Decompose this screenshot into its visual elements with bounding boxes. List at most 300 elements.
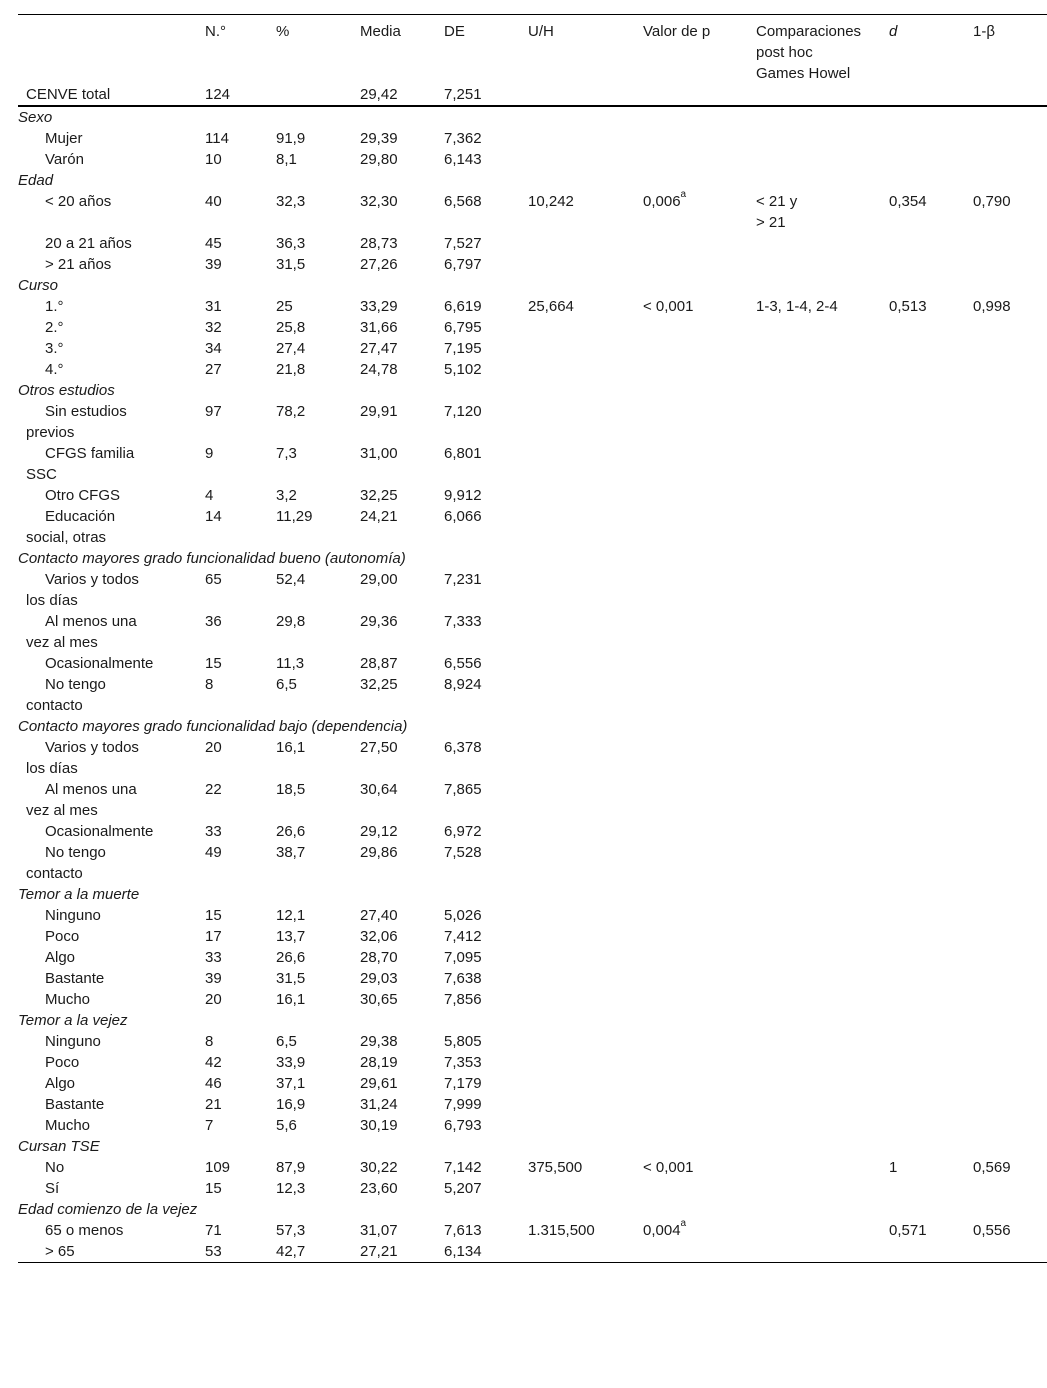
cell-media: 23,60 (360, 1180, 398, 1197)
cell-p (643, 1031, 756, 1052)
cell-pct: 31,5 (276, 970, 306, 987)
header-power: 1-β (973, 15, 1047, 85)
table-row (18, 506, 1047, 548)
header-label (18, 15, 205, 85)
posthoc-line: < 21 y (756, 193, 798, 210)
cell-n: 49 (205, 844, 222, 861)
cell-d (889, 569, 973, 611)
table-row (18, 485, 1047, 506)
header-row (18, 15, 1047, 85)
cell-pct: 18,5 (276, 781, 306, 798)
row-label-line: Ocasionalmente (45, 655, 154, 672)
cell-de: 6,801 (444, 445, 482, 462)
row-label (18, 653, 205, 674)
cell-posthoc (756, 1178, 889, 1199)
cell-media: 29,38 (360, 1033, 398, 1050)
cell-uh: 375,500 (528, 1159, 583, 1176)
cell-uh: 10,242 (528, 193, 574, 210)
cell-n: 27 (205, 361, 222, 378)
row-label (18, 1178, 205, 1199)
cell-d (889, 1052, 973, 1073)
table-row (18, 317, 1047, 338)
row-label (18, 926, 205, 947)
cell-de: 7,179 (444, 1075, 482, 1092)
cell-n: 14 (205, 508, 222, 525)
row-label (18, 737, 205, 779)
row-label-line: Mujer (45, 130, 83, 147)
row-label-line: Ocasionalmente (45, 823, 154, 840)
cell-power (973, 1052, 1047, 1073)
header-d: d (889, 15, 973, 85)
cell-power (973, 338, 1047, 359)
cell-power (973, 569, 1047, 611)
row-label (18, 359, 205, 380)
cell-d (889, 128, 973, 149)
row-label-line: los días (26, 592, 78, 609)
row-label (18, 1073, 205, 1094)
table-row (18, 401, 1047, 443)
cell-pct: 8,1 (276, 151, 297, 168)
header-posthoc-line: Comparaciones (756, 23, 862, 40)
cell-n: 33 (205, 949, 222, 966)
p-footnote-marker: a (680, 189, 687, 200)
cell-d (889, 653, 973, 674)
table-row (18, 569, 1047, 611)
cell-media: 32,25 (360, 487, 398, 504)
cell-p (643, 1220, 756, 1241)
cell-power (973, 1115, 1047, 1136)
cell-d (889, 1178, 973, 1199)
cell-uh (528, 947, 643, 968)
cell-power (973, 968, 1047, 989)
cell-posthoc (756, 1115, 889, 1136)
row-label-line: contacto (26, 865, 83, 882)
table-row (18, 968, 1047, 989)
cell-uh (528, 905, 643, 926)
cell-pct: 21,8 (276, 361, 306, 378)
cell-de: 6,568 (444, 193, 482, 210)
cell-power: 0,556 (973, 1222, 1011, 1239)
cell-posthoc (756, 1073, 889, 1094)
table-row (18, 611, 1047, 653)
cell-d (889, 821, 973, 842)
row-label (18, 1094, 205, 1115)
cell-n: 36 (205, 613, 222, 630)
cell-d (889, 149, 973, 170)
cell-de: 7,528 (444, 844, 482, 861)
category-title: Contacto mayores grado funcionalidad bajo (dependencia) (18, 718, 408, 735)
row-label-line: 2.° (45, 319, 64, 336)
category-row (18, 1136, 1047, 1157)
cell-posthoc (756, 443, 889, 485)
table-row (18, 905, 1047, 926)
cell-de: 6,134 (444, 1243, 482, 1260)
row-label (18, 485, 205, 506)
cell-posthoc (756, 569, 889, 611)
row-label-line: CFGS familia (45, 445, 135, 462)
cell-d (889, 1115, 973, 1136)
cell-media: 29,12 (360, 823, 398, 840)
cell-power (973, 401, 1047, 443)
cell-p (643, 128, 756, 149)
category-title: Edad comienzo de la vejez (18, 1201, 198, 1218)
cell-media: 27,47 (360, 340, 398, 357)
cell-d: 0,513 (889, 298, 927, 315)
cell-posthoc (756, 1094, 889, 1115)
cell-posthoc (756, 128, 889, 149)
cell-uh (528, 233, 643, 254)
table-row (18, 737, 1047, 779)
cell-pct: 26,6 (276, 949, 306, 966)
cell-posthoc (756, 842, 889, 884)
category-title: Curso (18, 277, 59, 294)
cell-uh (528, 338, 643, 359)
cell-de: 7,856 (444, 991, 482, 1008)
cell-power (973, 443, 1047, 485)
cell-posthoc (756, 401, 889, 443)
cell-n: 31 (205, 298, 222, 315)
cell-power (973, 1178, 1047, 1199)
cell-p (643, 968, 756, 989)
cell-uh (528, 317, 643, 338)
cell-power (973, 1031, 1047, 1052)
cell-uh (528, 569, 643, 611)
row-label (18, 191, 205, 233)
category-title: Otros estudios (18, 382, 115, 399)
table-row (18, 254, 1047, 275)
cell-uh (528, 254, 643, 275)
cell-posthoc (756, 317, 889, 338)
row-label-line: 65 o menos (45, 1222, 124, 1239)
total-media: 29,42 (360, 86, 398, 103)
cell-d (889, 1241, 973, 1263)
cell-pct: 11,29 (276, 508, 313, 525)
cell-n: 46 (205, 1075, 222, 1092)
row-label-line: No tengo (45, 844, 106, 861)
row-label-line: Varios y todos (45, 739, 139, 756)
cell-de: 6,619 (444, 298, 482, 315)
cell-uh (528, 1094, 643, 1115)
cell-media: 30,22 (360, 1159, 398, 1176)
cell-n: 7 (205, 1117, 214, 1134)
cell-pct: 32,3 (276, 193, 306, 210)
row-label-line: Bastante (45, 1096, 105, 1113)
cell-n: 53 (205, 1243, 222, 1260)
cell-d (889, 317, 973, 338)
cell-power (973, 359, 1047, 380)
cell-media: 31,24 (360, 1096, 398, 1113)
cell-media: 27,21 (360, 1243, 398, 1260)
cell-power (973, 737, 1047, 779)
cell-de: 5,026 (444, 907, 482, 924)
cell-uh (528, 1052, 643, 1073)
cell-posthoc (756, 947, 889, 968)
cell-pct: 16,9 (276, 1096, 306, 1113)
table-row (18, 842, 1047, 884)
row-label-line: No tengo (45, 676, 106, 693)
category-title: Contacto mayores grado funcionalidad bueno (autonomía) (18, 550, 406, 567)
cell-de: 7,362 (444, 130, 482, 147)
row-label (18, 1241, 205, 1263)
row-label-line: contacto (26, 697, 83, 714)
cell-posthoc (756, 905, 889, 926)
cell-pct: 16,1 (276, 991, 306, 1008)
cell-de: 5,207 (444, 1180, 482, 1197)
cell-posthoc (756, 674, 889, 716)
cell-p (643, 674, 756, 716)
row-label (18, 443, 205, 485)
cell-p (643, 905, 756, 926)
cell-d (889, 842, 973, 884)
row-label (18, 905, 205, 926)
cell-uh (528, 506, 643, 548)
cell-posthoc (756, 485, 889, 506)
category-row (18, 1199, 1047, 1220)
cell-d (889, 968, 973, 989)
cell-media: 29,39 (360, 130, 398, 147)
cell-d (889, 779, 973, 821)
cell-pct: 5,6 (276, 1117, 297, 1134)
cell-n: 15 (205, 1180, 222, 1197)
cell-media: 28,73 (360, 235, 398, 252)
cell-power (973, 674, 1047, 716)
total-n: 124 (205, 86, 231, 103)
row-label-line: Poco (45, 928, 80, 945)
cell-posthoc (756, 611, 889, 653)
row-label (18, 128, 205, 149)
cell-de: 7,231 (444, 571, 482, 588)
row-label-line: < 20 años (45, 193, 112, 210)
cell-n: 20 (205, 739, 222, 756)
header-posthoc-line: Games Howel (756, 65, 851, 82)
total-label: CENVE total (26, 86, 111, 103)
cell-p (643, 506, 756, 548)
cell-power (973, 1073, 1047, 1094)
cell-pct: 12,1 (276, 907, 306, 924)
cell-n: 109 (205, 1159, 231, 1176)
cell-media: 32,30 (360, 193, 398, 210)
row-label (18, 842, 205, 884)
cell-n: 21 (205, 1096, 222, 1113)
cell-power (973, 779, 1047, 821)
cell-d: 0,571 (889, 1222, 927, 1239)
table-row (18, 1052, 1047, 1073)
header-uh: U/H (528, 15, 643, 85)
cell-p (643, 842, 756, 884)
cell-posthoc (756, 254, 889, 275)
cell-d (889, 737, 973, 779)
cell-posthoc (756, 653, 889, 674)
row-label-line: Ninguno (45, 1033, 101, 1050)
row-label (18, 1052, 205, 1073)
cell-p (643, 191, 756, 233)
row-label-line: Al menos una (45, 613, 137, 630)
cell-uh: 25,664 (528, 298, 574, 315)
row-label-line: Sí (45, 1180, 60, 1197)
cell-power (973, 989, 1047, 1010)
cell-p (643, 1094, 756, 1115)
row-label-line: Educación (45, 508, 116, 525)
row-label (18, 1115, 205, 1136)
cell-power (973, 1241, 1047, 1263)
cell-media: 31,00 (360, 445, 398, 462)
cell-d (889, 1031, 973, 1052)
table-row (18, 779, 1047, 821)
cell-media: 28,19 (360, 1054, 398, 1071)
cell-pct: 13,7 (276, 928, 306, 945)
table-row (18, 1031, 1047, 1052)
cell-de: 6,556 (444, 655, 482, 672)
cell-de: 7,095 (444, 949, 482, 966)
cell-posthoc (756, 296, 889, 317)
cell-p (643, 401, 756, 443)
cell-d: 1 (889, 1159, 898, 1176)
posthoc-line: > 21 (756, 214, 786, 231)
cell-p (643, 359, 756, 380)
cell-d (889, 485, 973, 506)
header-p: Valor de p (643, 15, 756, 85)
cell-media: 29,00 (360, 571, 398, 588)
row-label (18, 611, 205, 653)
cell-d (889, 674, 973, 716)
cell-p (643, 989, 756, 1010)
p-value: < 0,001 (643, 298, 694, 315)
cell-de: 7,353 (444, 1054, 482, 1071)
row-label-line: vez al mes (26, 802, 98, 819)
cell-pct: 25 (276, 298, 293, 315)
cell-p (643, 1052, 756, 1073)
table-row (18, 1220, 1047, 1241)
cell-uh (528, 149, 643, 170)
p-value: 0,006 (643, 193, 681, 210)
cell-d (889, 1094, 973, 1115)
cell-pct: 7,3 (276, 445, 297, 462)
cell-de: 6,066 (444, 508, 482, 525)
table-row (18, 338, 1047, 359)
cell-power: 0,790 (973, 193, 1011, 210)
row-label-line: 4.° (45, 361, 64, 378)
row-label (18, 233, 205, 254)
cell-n: 9 (205, 445, 214, 462)
row-label (18, 1220, 205, 1241)
category-row (18, 716, 1047, 737)
row-label-line: Sin estudios (45, 403, 127, 420)
cell-posthoc (756, 1157, 889, 1178)
cell-n: 17 (205, 928, 222, 945)
cell-media: 24,78 (360, 361, 398, 378)
cell-posthoc (756, 1241, 889, 1263)
table-row (18, 926, 1047, 947)
cell-power (973, 128, 1047, 149)
cell-media: 27,40 (360, 907, 398, 924)
table-row (18, 674, 1047, 716)
cell-uh (528, 1241, 643, 1263)
cell-media: 29,03 (360, 970, 398, 987)
cell-p (643, 317, 756, 338)
cell-p (643, 1157, 756, 1178)
cell-pct: 26,6 (276, 823, 306, 840)
table-row (18, 128, 1047, 149)
row-label (18, 506, 205, 548)
cell-p (643, 443, 756, 485)
cell-de: 6,378 (444, 739, 482, 756)
category-row (18, 170, 1047, 191)
cell-power (973, 653, 1047, 674)
category-title: Temor a la vejez (18, 1012, 128, 1029)
row-label-line: No (45, 1159, 65, 1176)
cell-n: 8 (205, 676, 214, 693)
cell-n: 71 (205, 1222, 222, 1239)
total-pct (276, 84, 360, 106)
cell-power (973, 233, 1047, 254)
cell-d (889, 338, 973, 359)
cell-uh: 1.315,500 (528, 1222, 595, 1239)
row-label (18, 989, 205, 1010)
cell-pct: 29,8 (276, 613, 306, 630)
cell-d (889, 926, 973, 947)
cell-n: 45 (205, 235, 222, 252)
cell-pct: 11,3 (276, 655, 305, 672)
category-row (18, 884, 1047, 905)
cell-media: 33,29 (360, 298, 398, 315)
cell-posthoc (756, 506, 889, 548)
row-label-line: 20 a 21 años (45, 235, 132, 252)
cell-p (643, 779, 756, 821)
cell-n: 20 (205, 991, 222, 1008)
p-value: < 0,001 (643, 1159, 694, 1176)
cell-de: 7,613 (444, 1222, 482, 1239)
cell-pct: 12,3 (276, 1180, 306, 1197)
table-body (18, 106, 1047, 1263)
cell-p (643, 947, 756, 968)
category-title: Sexo (18, 109, 53, 126)
row-label-line: los días (26, 760, 78, 777)
cell-pct: 6,5 (276, 676, 297, 693)
cell-posthoc (756, 359, 889, 380)
cell-uh (528, 485, 643, 506)
cell-n: 39 (205, 970, 222, 987)
row-label (18, 149, 205, 170)
category-row (18, 1010, 1047, 1031)
cell-media: 32,25 (360, 676, 398, 693)
cell-de: 6,793 (444, 1117, 482, 1134)
cell-posthoc (756, 233, 889, 254)
cell-pct: 37,1 (276, 1075, 306, 1092)
cell-posthoc (756, 1220, 889, 1241)
table-row (18, 443, 1047, 485)
cell-posthoc (756, 926, 889, 947)
row-label (18, 821, 205, 842)
cell-pct: 25,8 (276, 319, 306, 336)
cell-p (643, 1073, 756, 1094)
cell-pct: 87,9 (276, 1159, 306, 1176)
table-row (18, 296, 1047, 317)
cell-d (889, 443, 973, 485)
cell-uh (528, 359, 643, 380)
cell-uh (528, 128, 643, 149)
cell-p (643, 254, 756, 275)
cell-p (643, 1241, 756, 1263)
row-label (18, 569, 205, 611)
cell-uh (528, 1115, 643, 1136)
row-label-line: > 21 años (45, 256, 112, 273)
statistics-table (18, 14, 1047, 1263)
header-posthoc-line: post hoc (756, 44, 813, 61)
cell-de: 7,120 (444, 403, 482, 420)
table-row (18, 1115, 1047, 1136)
row-label-line: Algo (45, 949, 76, 966)
cell-pct: 42,7 (276, 1243, 306, 1260)
